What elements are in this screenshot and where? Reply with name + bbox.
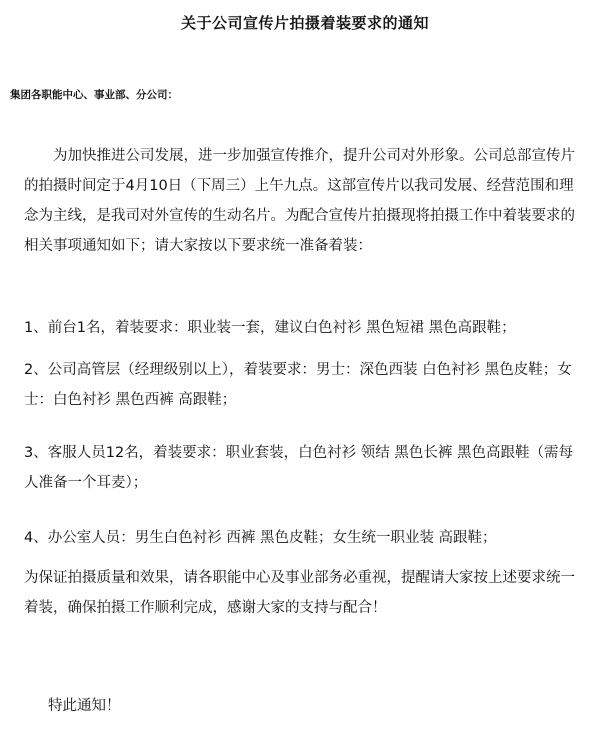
sign-off: 特此通知！ <box>48 698 121 714</box>
document-title: 关于公司宣传片拍摄着装要求的通知 <box>180 14 429 32</box>
closing-paragraph: 为保证拍摄质量和效果，请各职能中心及事业部务必重视，提醒请大家按上述要求统一着装，确保拍摄工作顺利完成，感谢大家的支持与配合！ <box>24 570 575 616</box>
intro-paragraph: 为加快推进公司发展，进一步加强宣传推介，提升公司对外形象。公司总部宣传片的拍摄时间定于4月10日（下周三）上午九点。这部宣传片以我司发展、经营范围和理念为主线，是我司对外宣传的生动名片。为配合宣传片拍摄现将拍摄工作中着装要求的相关事项通知如下；请大家按以下要求统一准备着装： <box>24 148 575 254</box>
dress-item-2: 2、公司高管层（经理级别以上），着装要求：男士：深色西装 白色衬衫 黑色皮鞋；女士：白色衬衫 黑色西裤 高跟鞋； <box>24 362 572 408</box>
dress-item-1: 1、前台1名，着装要求：职业装一套，建议白色衬衫 黑色短裙 黑色高跟鞋； <box>24 320 516 336</box>
salutation: 集团各职能中心、事业部、分公司： <box>10 89 178 101</box>
dress-item-4: 4、办公室人员：男生白色衬衫 西裤 黑色皮鞋；女生统一职业装 高跟鞋； <box>24 530 497 546</box>
dress-item-3: 3、客服人员12名，着装要求：职业套装，白色衬衫 领结 黑色长裤 黑色高跟鞋（需每人准备一个耳麦）； <box>24 445 574 491</box>
